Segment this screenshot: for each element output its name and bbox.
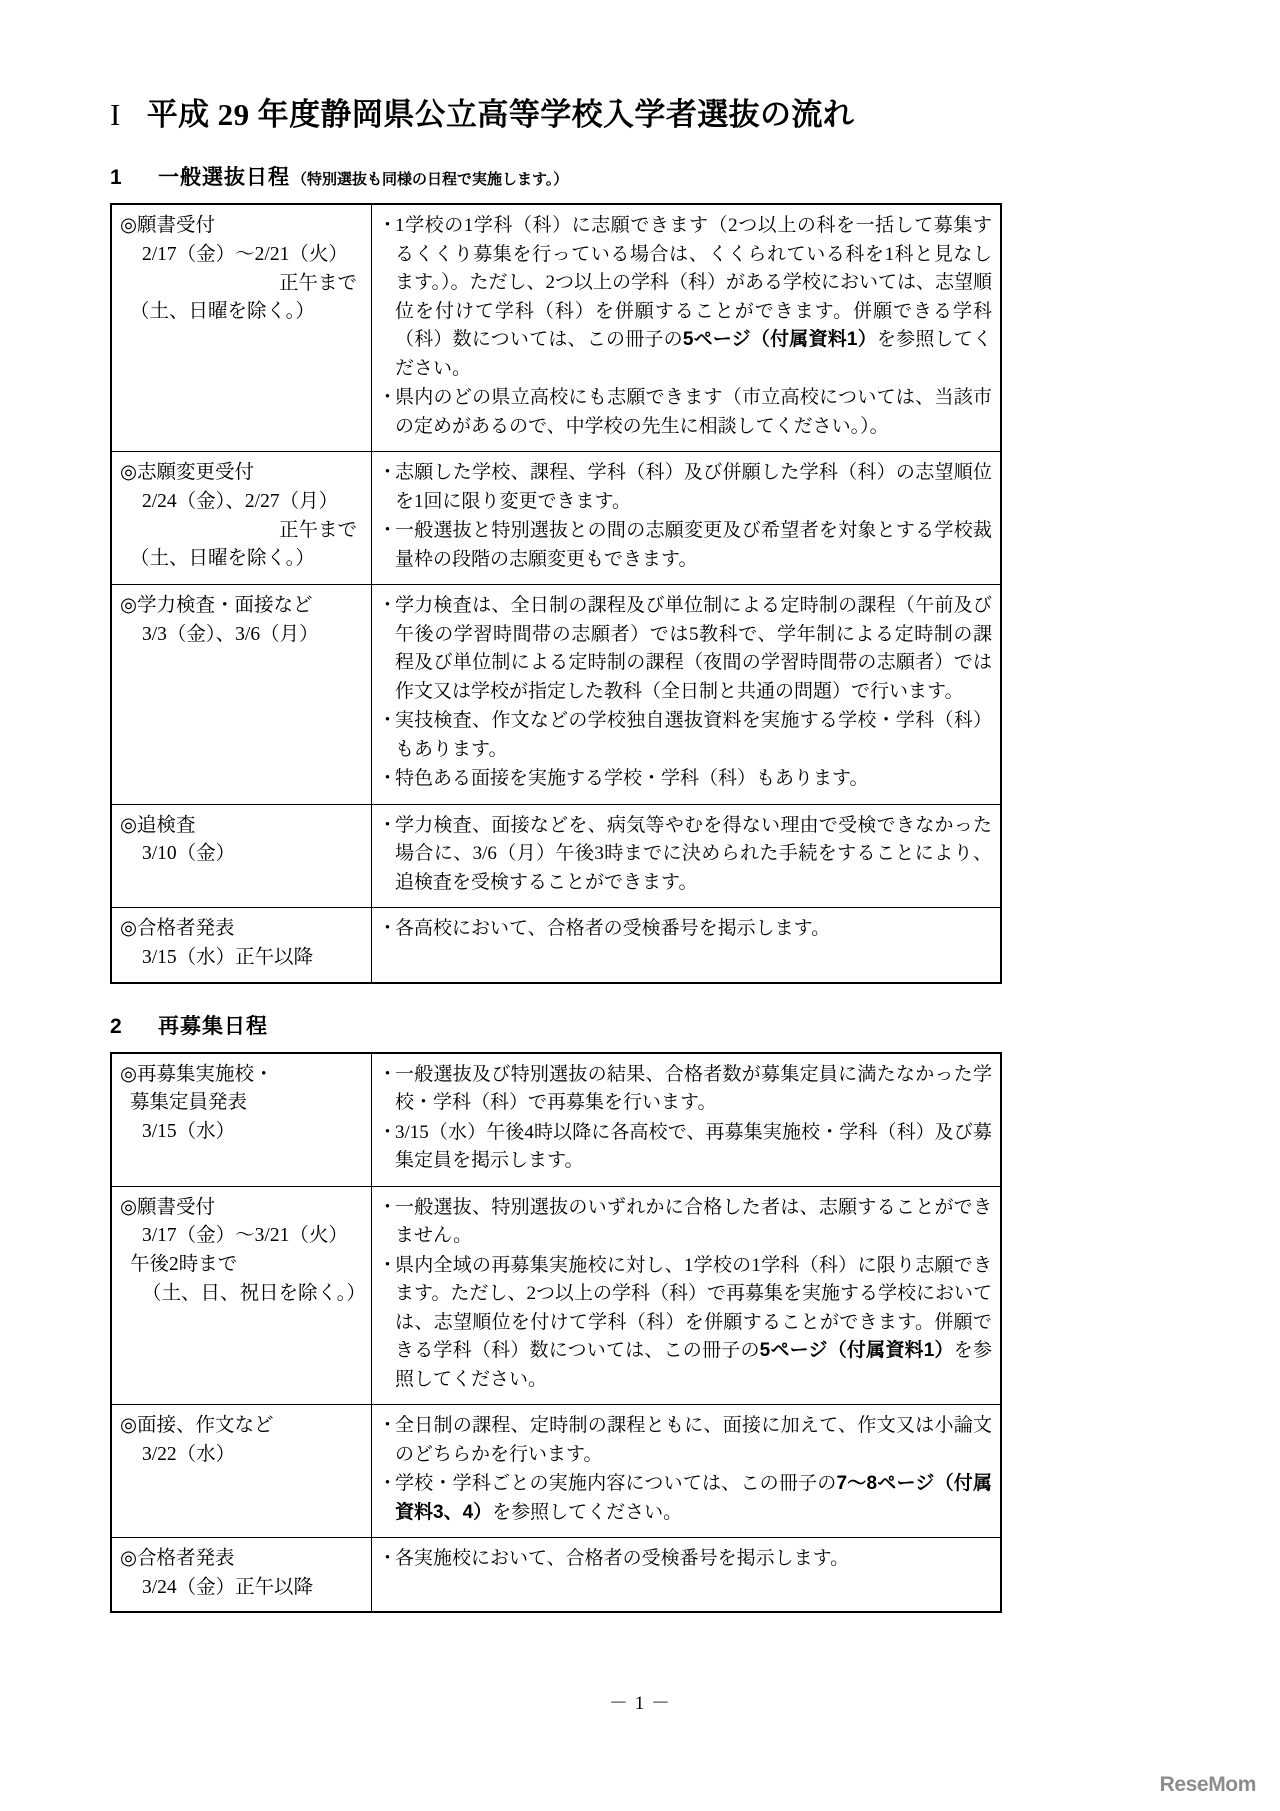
- resemom-watermark: ReseMom: [1159, 1773, 1256, 1796]
- schedule-detail-cell: [372, 1053, 1002, 1187]
- detail-bullet-item: ・ 1学校の1学科（科）に志願できます（2つ以上の科を一括して募集するくくり募集を行っている場合は、くくられている科を1科と見なします。）。ただし、2つ以上の学科（科）がある学校においては、志望順位を付けて学科（科）を併願することができます。併願できる学科（科）数については、この冊子の5ページ（付属資料1）を参照してください。: [380, 212, 992, 383]
- schedule-item-line: 募集定員発表: [130, 1092, 248, 1114]
- page-title: [110, 95, 965, 135]
- section-label: 一般選抜日程: [158, 166, 290, 190]
- detail-bullet-list: [380, 1194, 992, 1395]
- schedule-detail-cell: [372, 204, 1002, 452]
- table-row: [111, 804, 1001, 908]
- schedule-item-line: 午後2時まで: [130, 1253, 238, 1275]
- schedule-item-lines: [120, 1545, 363, 1602]
- schedule-item-line: 正午まで: [278, 272, 357, 294]
- schedule-detail-cell: [372, 1186, 1002, 1405]
- table-row: [111, 1405, 1001, 1538]
- schedule-item-line: 3/15（水）正午以降: [142, 946, 314, 968]
- schedule-item-line: ◎志願変更受付: [120, 462, 255, 484]
- schedule-item-line: ◎追検査: [120, 814, 196, 836]
- schedule-item-line: （土、日曜を除く。）: [130, 301, 315, 323]
- schedule-item-line: 2/24（金）、2/27（月）: [142, 490, 339, 512]
- schedule-item-cell: [111, 204, 372, 452]
- detail-bullet-item: ・ 特色ある面接を実施する学校・学科（科）もあります。: [380, 765, 992, 794]
- schedule-item-line: ◎合格者発表: [120, 1548, 235, 1570]
- schedule-item-cell: [111, 452, 372, 585]
- page-number: － 1 －: [608, 1693, 671, 1714]
- schedule-detail-cell: [372, 908, 1002, 983]
- detail-bullet-list: [380, 459, 992, 574]
- schedule-item-lines: [120, 592, 363, 649]
- detail-bullet-list: [380, 592, 992, 794]
- schedule-detail-cell: [372, 585, 1002, 805]
- table-row: [111, 452, 1001, 585]
- schedule-item-lines: [120, 459, 363, 574]
- schedule-item-lines: [120, 1194, 366, 1309]
- schedule-item-cell: [111, 1053, 372, 1187]
- detail-bullet-list: [380, 915, 992, 944]
- detail-bullet-item: ・ 一般選抜と特別選抜との間の志願変更及び希望者を対象とする学校裁量枠の段階の志願変更もできます。: [380, 517, 992, 574]
- schedule-item-cell: [111, 908, 372, 983]
- table-row: [111, 1053, 1001, 1187]
- title-numeral: I: [110, 97, 121, 132]
- schedule-item-line: 正午まで: [278, 519, 357, 541]
- schedule-item-cell: [111, 804, 372, 908]
- schedule-item-cell: [111, 1405, 372, 1538]
- title-text: 平成 29 年度静岡県公立高等学校入学者選抜の流れ: [146, 97, 855, 132]
- schedule-item-line: 3/10（金）: [142, 843, 236, 865]
- section-label: 再募集日程: [158, 1014, 268, 1038]
- schedule-detail-cell: [372, 452, 1002, 585]
- schedule-detail-cell: [372, 1405, 1002, 1538]
- schedule-item-line: （土、日曜を除く。）: [130, 548, 315, 570]
- table-row: [111, 204, 1001, 452]
- schedule-table-2: [110, 1052, 1002, 1614]
- detail-bullet-item: ・ 3/15（水）午後4時以降に各高校で、再募集実施校・学科（科）及び募集定員を掲示します。: [380, 1119, 992, 1176]
- schedule-item-lines: [120, 812, 363, 869]
- detail-bullet-item: ・ 一般選抜及び特別選抜の結果、合格者数が募集定員に満たなかった学校・学科（科）で再募集を行います。: [380, 1061, 992, 1118]
- page-content: [110, 95, 992, 1639]
- table-row: [111, 1538, 1001, 1613]
- detail-bullet-list: [380, 1412, 992, 1527]
- section-number: 1: [110, 166, 122, 190]
- sections-container: [110, 161, 992, 1613]
- detail-bullet-item: ・ 学校・学科ごとの実施内容については、この冊子の7～8ページ（付属資料3、4）を参照してください。: [380, 1470, 992, 1527]
- table-row: [111, 1186, 1001, 1405]
- schedule-item-cell: [111, 1186, 372, 1405]
- schedule-item-line: ◎合格者発表: [120, 918, 235, 940]
- schedule-detail-cell: [372, 804, 1002, 908]
- section-note: （特別選抜も同様の日程で実施します。）: [292, 171, 569, 189]
- schedule-item-line: ◎願書受付: [120, 1196, 216, 1218]
- schedule-item-lines: [120, 915, 363, 972]
- schedule-item-line: ◎面接、作文など: [120, 1415, 274, 1437]
- detail-bullet-list: [380, 212, 992, 441]
- detail-bullet-item: ・ 各高校において、合格者の受検番号を掲示します。: [380, 915, 992, 944]
- section-heading-2: [110, 1010, 965, 1040]
- detail-bullet-list: [380, 812, 992, 898]
- detail-bullet-item: ・ 学力検査は、全日制の課程及び単位制による定時制の課程（午前及び午後の学習時間帯の志願者）では5教科で、学年制による定時制の課程及び単位制による定時制の課程（夜間の学習時間帯の志願者）では作文又は学校が指定した教科（全日制と共通の問題）で行います。: [380, 592, 992, 706]
- detail-bullet-item: ・ 志願した学校、課程、学科（科）及び併願した学科（科）の志望順位を1回に限り変更できます。: [380, 459, 992, 516]
- schedule-detail-cell: [372, 1538, 1002, 1613]
- detail-bullet-item: ・ 県内全域の再募集実施校に対し、1学校の1学科（科）に限り志願できます。ただし、2つ以上の学科（科）で再募集を実施する学校においては、志望順位を付けて学科（科）を併願することができます。併願できる学科（科）数については、この冊子の5ページ（付属資料1）を参照してください。: [380, 1252, 992, 1395]
- schedule-item-cell: [111, 585, 372, 805]
- detail-bullet-item: ・ 一般選抜、特別選抜のいずれかに合格した者は、志願することができません。: [380, 1194, 992, 1251]
- detail-bullet-item: ・ 全日制の課程、定時制の課程ともに、面接に加えて、作文又は小論文のどちらかを行います。: [380, 1412, 992, 1469]
- schedule-item-line: 2/17（金）～2/21（火）: [142, 243, 348, 265]
- section-heading-1: [110, 161, 965, 191]
- section-number: 2: [110, 1014, 122, 1038]
- table-row: [111, 585, 1001, 805]
- schedule-item-lines: [120, 212, 363, 327]
- detail-bullet-item: ・ 県内のどの県立高校にも志願できます（市立高校については、当該市の定めがあるので、中学校の先生に相談してください。）。: [380, 384, 992, 441]
- detail-bullet-list: [380, 1061, 992, 1176]
- detail-bullet-item: ・ 実技検査、作文などの学校独自選抜資料を実施する学校・学科（科）もあります。: [380, 707, 992, 764]
- schedule-item-line: ◎再募集実施校・: [120, 1063, 274, 1085]
- detail-bullet-list: [380, 1545, 992, 1574]
- schedule-item-line: 3/24（金）正午以降: [142, 1576, 314, 1598]
- schedule-item-line: ◎願書受付: [120, 215, 216, 237]
- table-row: [111, 908, 1001, 983]
- schedule-table-1: [110, 203, 1002, 983]
- schedule-item-line: 3/17（金）～3/21（火）: [142, 1225, 348, 1247]
- schedule-item-line: 3/22（水）: [142, 1443, 236, 1465]
- schedule-item-lines: [120, 1412, 363, 1469]
- schedule-item-line: （土、日、祝日を除く。）: [142, 1282, 366, 1304]
- detail-bullet-item: ・ 学力検査、面接などを、病気等やむを得ない理由で受検できなかった場合に、3/6（月）午後3時までに決められた手続をすることにより、追検査を受検することができます。: [380, 812, 992, 898]
- schedule-item-line: 3/15（水）: [142, 1120, 236, 1142]
- schedule-item-line: ◎学力検査・面接など: [120, 595, 313, 617]
- schedule-item-lines: [120, 1061, 363, 1147]
- detail-bullet-item: ・ 各実施校において、合格者の受検番号を掲示します。: [380, 1545, 992, 1574]
- schedule-item-line: 3/3（金）、3/6（月）: [142, 623, 319, 645]
- schedule-item-cell: [111, 1538, 372, 1613]
